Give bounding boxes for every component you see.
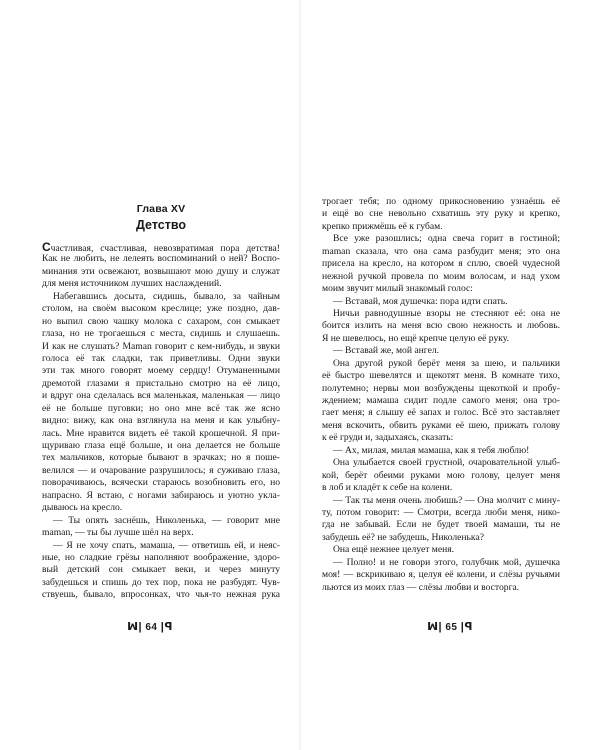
text-line: дываюсь на кресло. — [42, 502, 123, 514]
page-number-right — [300, 620, 600, 633]
text-line: голоса её так сладки, так приветливы. Одни звуки — [42, 352, 280, 364]
text-line: Счастливая, счастливая, невозвратимая пора детства! — [42, 241, 280, 254]
left-body-text — [42, 241, 280, 602]
text-line: моя! — вскрикиваю я, целуя её колени, и слёзы ручьями — [322, 569, 560, 581]
text-line: видно: вижу, как она взглянула на меня и как улыбну- — [42, 415, 280, 427]
text-line: ту, потом говорит: — Смотри, всегда люби меня, нико- — [322, 506, 560, 518]
text-line: ные, но сладкие грёзы наполняют воображение, здоро- — [42, 551, 280, 563]
ornament-icon: ꟽ| — [427, 621, 443, 633]
text-line: моим звучит милый знакомый голос: — [322, 283, 473, 295]
right-page — [300, 0, 600, 750]
text-line: — Ах, милая, милая мамаша, как я тебя люблю! — [333, 444, 530, 456]
drop-cap: С — [42, 241, 51, 254]
text-line: — Полно! и не говори этого, голубчик мой, душечка — [333, 556, 560, 568]
folio-number: 64 — [145, 622, 158, 633]
text-line: поворачиваюсь, всячески стараюсь возобновить его, но — [42, 477, 280, 489]
text-line: ждением; мамаша сидит подле самого меня; она тро- — [322, 395, 560, 406]
text-line: щуриваю глаза ещё больше, и она делается не больше — [42, 440, 280, 451]
text-line: Все уже разошлись; одна свеча горит в гостиной; — [333, 233, 560, 245]
chapter-title: Детство — [135, 218, 187, 232]
text-line: лась. Мне нравится видеть её такой крошечной. Я при- — [42, 427, 280, 439]
text-line: трогает тебя; по одному прикосновению узнаёшь её — [322, 196, 560, 207]
text-line: Набегавшись досыта, сидишь, бывало, за чайным — [53, 290, 280, 302]
text-line: нежной ручкой провела по моим волосам, и над ухом — [322, 270, 560, 282]
ornament-icon: |ꟼ — [160, 621, 173, 633]
text-line: — Так ты меня очень любишь? — Она молчит с мину- — [333, 494, 560, 506]
text-line: для меня источником лучших наслаждений. — [42, 278, 222, 290]
text-line: и ещё во сне невольно схватишь эту руку и крепко, — [322, 208, 560, 220]
text-line: дремотой глазами я пристально смотрю на её лицо, — [42, 377, 280, 389]
text-line: льются из моих глаз — слёзы любви и восторга. — [322, 581, 520, 593]
text-line: maman, — ты бы лучше шёл на верх. — [42, 527, 194, 539]
folio-number: 65 — [445, 622, 458, 633]
text-line: меня вскочить, обвить руками её шею, прижать голову — [322, 419, 560, 431]
ornament-icon: ꟽ| — [127, 621, 143, 633]
text-line: боится излить на меня всю свою нежность и любовь. — [322, 320, 560, 332]
text-line: забудешь её? не забудешь, Николенька? — [322, 531, 484, 543]
text-line: — Вставай, моя душечка: пора идти спать. — [333, 295, 508, 307]
text-line: Она ещё нежнее целует меня. — [333, 544, 455, 556]
ornament-icon: |ꟼ — [460, 621, 473, 633]
text-line: крепко прижмёшь её к губам. — [322, 220, 443, 232]
text-line: велился — и очарование разрушилось; я суживаю глаза, — [42, 464, 280, 476]
page-number-left — [0, 620, 300, 633]
text-line: в лоб и кладёт к себе на колени. — [322, 482, 453, 494]
text-line: Она улыбается своей грустной, очаровательной улыб- — [333, 457, 560, 469]
right-body-text — [322, 196, 560, 594]
text-line: глаза, но не трогаешься с места, сидишь и слушаешь. — [42, 328, 280, 340]
text-line: забудешься и спишь до тех пор, пока не разбудят. Чув- — [42, 576, 280, 588]
text-line: Как не любить, не лелеять воспоминаний о ней? Воспо- — [42, 253, 280, 265]
text-line: гда не забывай. Если не будет твоей мамаши, ты не — [322, 519, 560, 531]
text-line: — Вставай же, мой ангел. — [333, 345, 440, 357]
text-line: гает меня; я слышу её запах и голос. Всё это заставляет — [322, 407, 560, 419]
text-line: её не больше пуговки; но оно мне всё так же ясно — [42, 402, 280, 414]
text-line: эти так много говорят моему сердцу! Отуманенными — [42, 365, 280, 377]
text-line: вый детский сон смыкает веки, и через минуту — [42, 564, 280, 576]
chapter-label: Глава XV — [136, 203, 186, 215]
text-line: И как не слушать? Maman говорит с кем-нибудь, и звуки — [42, 340, 280, 352]
text-line: тех мальчиков, которые бывают в зрачках; но я пошe- — [42, 452, 280, 464]
text-line: столом, на своём высоком креслице; уже поздно, дав- — [42, 303, 280, 315]
text-line: maman сказала, что она сама разбудит меня; это она — [322, 245, 560, 257]
text-line: минания эти освежают, возвышают мою душу и служат — [42, 265, 280, 277]
text-line: полутемно; нервы мои возбуждены щекоткой и пробу- — [322, 382, 560, 394]
text-line: Ничьи равнодушные взоры не стесняют её: она не — [333, 307, 560, 319]
text-line: и вдруг она сделалась вся маленькая, маленькая — лицо — [42, 390, 280, 402]
text-line: — Ты опять заснёшь, Николенька, — говорит мне — [53, 514, 280, 526]
text-line: к её груди и, задыхаясь, сказать: — [322, 432, 454, 444]
text-line: присела на кресло, на котором я сплю, своей чудесной — [322, 258, 560, 270]
text-line: кой, берёт обеими руками мою голову, целует меня — [322, 469, 560, 481]
text-line: — Я не хочу спать, мамаша, — ответишь ей, и неяс- — [53, 539, 280, 551]
text-line: напрасно. Я встаю, с ногами забираюсь и уютно уклa- — [42, 489, 280, 501]
text-line: Я не шевелюсь, но ещё крепче целую её руку. — [322, 332, 509, 344]
text-line: ствуешь, бывало, впросонках, что чья-то нежная рука — [42, 589, 280, 601]
text-line: Она другой рукой берёт меня за шею, и пальчики — [333, 357, 560, 369]
text-line: но выпил свою чашку молока с сахаром, сон смыкает — [42, 315, 280, 327]
text-line: её быстро шевелятся и щекотят меня. В комнате тихо, — [322, 370, 560, 382]
